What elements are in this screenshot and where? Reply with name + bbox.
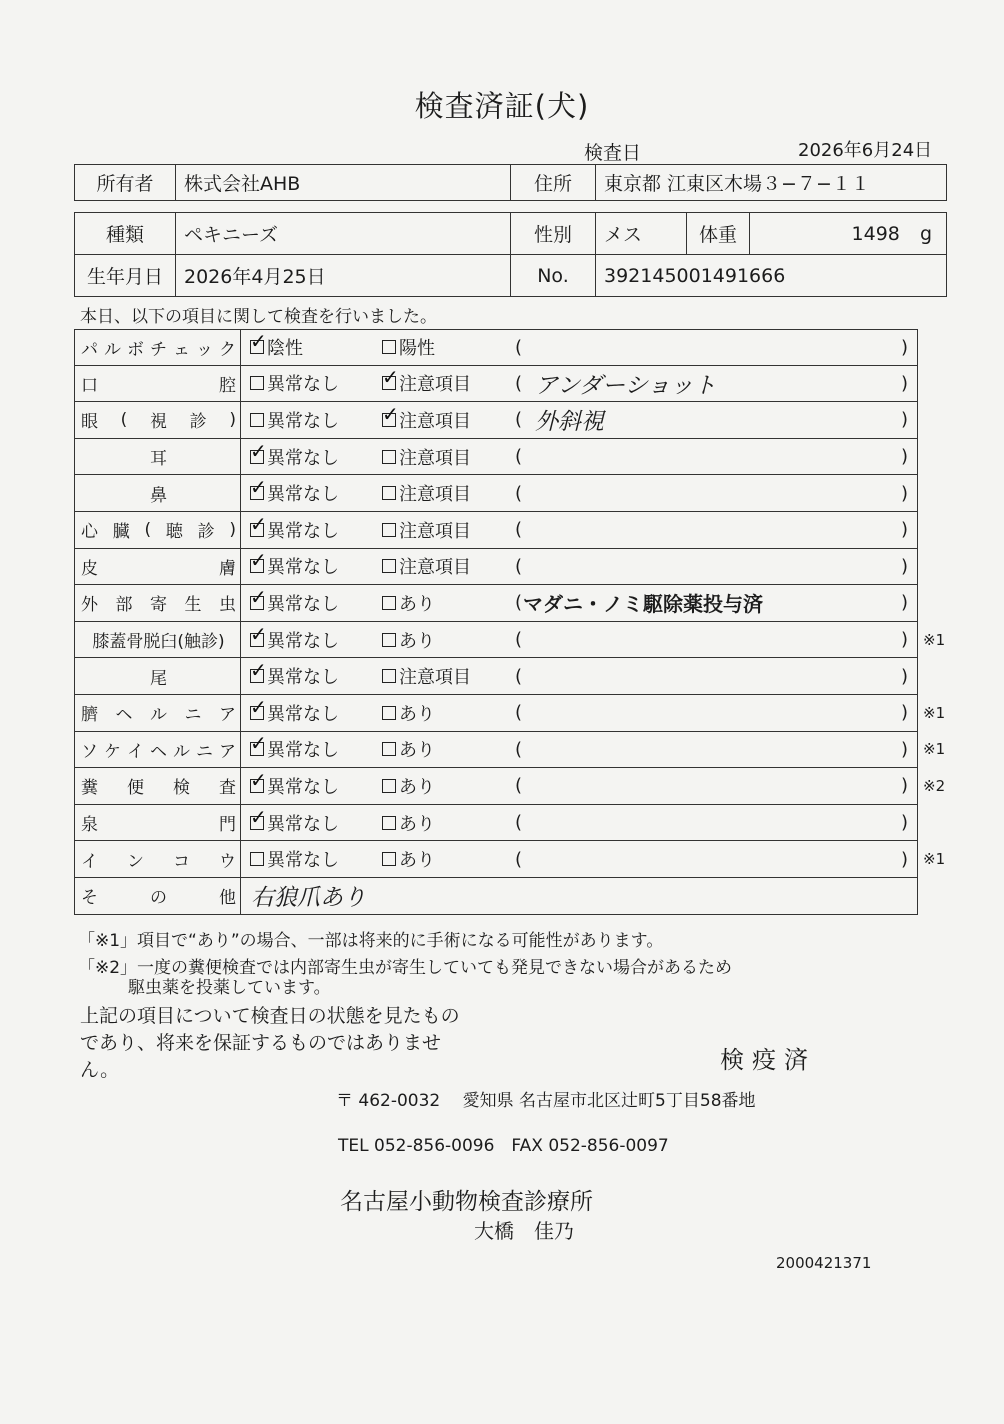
close-paren: ) [901,702,909,724]
exam-option [250,732,339,768]
open-paren: ( [515,592,523,614]
clinic-address: 〒 462-0032 愛知県 名古屋市北区辻町5丁目58番地 [336,1091,756,1111]
close-paren: ) [901,519,909,541]
checkbox[interactable] [250,779,264,793]
exam-option-label: 注意項目 [399,667,471,689]
exam-option [382,805,435,841]
exam-row [74,402,918,439]
checkbox[interactable] [250,413,264,427]
exam-item-name [75,475,241,511]
footnote-mark: ※1 [923,630,946,649]
close-paren: ) [901,555,909,577]
checkbox[interactable] [382,852,396,866]
exam-option-label: あり [399,813,435,835]
exam-item-name-char: ク [219,339,236,360]
exam-item-name [75,878,241,914]
open-paren: ( [515,812,523,834]
exam-row [74,658,918,695]
exam-option-label: 注意項目 [399,447,471,469]
exam-item-name-char: ル [104,339,121,360]
exam-option-label: あり [399,776,435,798]
intro-text: 本日、以下の項目に関して検査を行いました。 [80,307,437,327]
exam-row [74,732,946,769]
exam-option-label: 異常なし [267,374,339,396]
checkbox[interactable] [250,450,264,464]
exam-item-name-char: ボ [127,339,144,360]
exam-row [74,805,918,842]
exam-option-label: あり [399,850,435,872]
exam-option [382,695,435,731]
checkbox[interactable] [382,450,396,464]
exam-item-name-char: チ [150,339,167,360]
footnote-1: 「※1」項目で“あり”の場合、一部は将来的に手術になる可能性があります。 [78,931,664,951]
exam-item-name-char: ) [229,519,236,540]
exam-row [74,695,946,732]
exam-option [250,366,339,402]
exam-item-name-char: 視 [149,412,167,433]
exam-option-label: 異常なし [267,447,339,469]
exam-row [74,768,946,805]
exam-option [382,585,435,621]
checkbox[interactable] [382,779,396,793]
exam-item-name [75,841,241,877]
exam-item-name-char: 膝蓋骨脱臼(触診) [92,632,225,653]
exam-option-label: 注意項目 [399,410,471,432]
footnote-2: 「※2」一度の糞便検査では内部寄生虫が寄生していても発見できない場合があるため [78,958,733,978]
exam-option-label: 異常なし [267,703,339,725]
exam-date-label: 検査日 [584,142,642,164]
exam-item-name-char: 診 [197,522,215,543]
exam-item-name-char: 糞 [81,778,98,799]
checkbox[interactable] [250,742,264,756]
exam-option-label: 異常なし [267,520,339,542]
exam-option [382,549,471,585]
exam-item-name-char: ヘ [150,741,167,762]
checkbox[interactable] [250,706,264,720]
exam-option [250,585,339,621]
checkbox[interactable] [382,706,396,720]
checkbox[interactable] [382,742,396,756]
exam-item-name-char: 腔 [219,375,236,396]
open-paren: ( [515,409,523,431]
exam-option [382,402,471,438]
open-paren: ( [515,702,523,724]
close-paren: ) [901,446,909,468]
exam-row [74,622,946,659]
exam-item-name [75,658,241,694]
close-paren: ) [901,665,909,687]
checkbox[interactable] [382,633,396,647]
close-paren: ) [901,482,909,504]
exam-option-label: 異常なし [267,484,339,506]
exam-item-name-char: ッ [196,339,213,360]
checkbox[interactable] [382,340,396,354]
exam-option [382,512,471,548]
owner-table [74,164,947,201]
exam-option [250,549,339,585]
disclaimer-text: 上記の項目について検査日の状態を見たものであり、将来を保証するものではありません。 [80,1005,460,1081]
weight-cell [750,213,947,255]
exam-item-name-char: ル [173,741,190,762]
exam-option-label: 注意項目 [399,520,471,542]
exam-item-name-char: パ [81,339,98,360]
checkbox[interactable] [250,559,264,573]
open-paren: ( [515,665,523,687]
sex-value: メス [596,213,687,255]
exam-date-value: 2026年6月24日 [798,140,933,161]
exam-option [382,475,471,511]
close-paren: ) [901,738,909,760]
exam-option-label: 異常なし [267,813,339,835]
exam-option [250,768,339,804]
exam-item-name-char: 泉 [81,815,98,836]
close-paren: ) [901,592,909,614]
checkbox[interactable] [250,816,264,830]
close-paren: ) [901,812,909,834]
exam-note: マダニ・ノミ駆除薬投与済 [523,592,763,617]
exam-option [250,330,303,365]
address-label: 住所 [511,165,596,201]
exam-option [382,732,435,768]
open-paren: ( [515,372,523,394]
exam-option-label: あり [399,740,435,762]
exam-item-name-char: ヘ [115,705,133,726]
exam-item-name-char: イ [127,741,144,762]
exam-option-label: 陽性 [399,338,435,360]
exam-item-name-char: ( [120,409,128,430]
exam-option-label: あり [399,703,435,725]
exam-option [250,805,339,841]
open-paren: ( [515,775,523,797]
exam-item-name-char: 門 [219,815,236,836]
exam-option [250,402,339,438]
birth-label: 生年月日 [75,255,176,297]
serial-number: 2000421371 [776,1254,872,1272]
birth-value: 2026年4月25日 [176,255,511,297]
checkbox[interactable] [382,376,396,390]
open-paren: ( [515,848,523,870]
open-paren: ( [515,482,523,504]
checkbox[interactable] [250,669,264,683]
exam-item-name-char: 生 [184,595,202,616]
exam-item-name-char: ケ [104,741,121,762]
open-paren: ( [515,555,523,577]
exam-item-name-char: 耳 [150,449,167,470]
checkbox[interactable] [382,413,396,427]
checkbox[interactable] [250,633,264,647]
exam-option-label: 異常なし [267,557,339,579]
open-paren: ( [515,738,523,760]
exam-note: アンダーショット [535,372,717,399]
footnote-mark: ※2 [923,776,946,795]
exam-row [74,549,918,586]
exam-option [250,512,339,548]
pet-info-table [74,212,947,297]
exam-item-name-char: 便 [127,778,144,799]
exam-item-name [75,805,241,841]
document-title: 検査済証(犬) [414,89,590,123]
exam-row-other [74,878,918,915]
exam-row [74,439,918,476]
close-paren: ) [901,848,909,870]
exam-option-label: 異常なし [267,630,339,652]
exam-note: 外斜視 [535,409,604,436]
exam-option [382,768,435,804]
exam-option-label: あり [399,630,435,652]
exam-item-name-char: そ [81,888,98,909]
exam-option [382,330,435,365]
exam-item-name-char: の [150,888,167,909]
exam-item-name-char: ア [219,705,236,726]
exam-row [74,512,918,549]
exam-option [382,366,471,402]
clinic-phone: TEL 052-856-0096 FAX 052-856-0097 [338,1136,669,1156]
exam-option-label: 異常なし [267,410,339,432]
exam-option [250,695,339,731]
exam-option [250,841,339,877]
exam-item-name [75,366,241,402]
weight-unit: g [919,222,932,245]
exam-row [74,329,918,366]
exam-item-name-char: コ [173,851,190,872]
exam-item-name [75,549,241,585]
footnote-3: 駆虫薬を投薬しています。 [128,978,331,998]
exam-option-label: 異常なし [267,850,339,872]
open-paren: ( [515,629,523,651]
exam-item-name [75,402,241,438]
other-note: 右狼爪あり [251,885,366,912]
exam-item-name [75,695,241,731]
exam-item-name-char: 部 [115,595,133,616]
exam-item-name [75,330,241,365]
checkbox[interactable] [250,523,264,537]
exam-option [250,622,339,658]
exam-item-name-char: 聴 [165,522,183,543]
exam-option-label: 注意項目 [399,484,471,506]
exam-option [382,439,471,475]
exam-item-name-char: 寄 [150,595,167,616]
checkbox[interactable] [382,486,396,500]
exam-item-name-char: ( [144,519,152,540]
checkbox[interactable] [250,340,264,354]
address-value: 東京都 江東区木場３−７−１１ [596,165,947,201]
exam-item-name-char: 診 [189,412,207,433]
exam-item-name-char: 眼 [81,412,98,433]
exam-option [250,439,339,475]
exam-item-name-char: 鼻 [150,485,167,506]
exam-item-name-char: ウ [219,851,236,872]
no-value: 392145001491666 [596,255,947,297]
weight-label: 体重 [687,213,750,255]
close-paren: ) [901,336,909,358]
exam-table [74,329,946,915]
exam-item-name-char: 心 [81,522,98,543]
exam-option-label: 注意項目 [399,557,471,579]
footnote-mark: ※1 [923,850,946,869]
open-paren: ( [515,446,523,468]
open-paren: ( [515,519,523,541]
exam-option-label: 異常なし [267,776,339,798]
exam-item-name-char: 査 [219,778,236,799]
exam-item-name-char: 膚 [219,558,236,579]
exam-option [250,475,339,511]
close-paren: ) [901,372,909,394]
exam-item-name [75,732,241,768]
exam-item-name [75,512,241,548]
checkbox[interactable] [250,596,264,610]
exam-option-label: あり [399,593,435,615]
exam-item-name-char: 臓 [112,522,130,543]
exam-row [74,585,918,622]
exam-item-name-char: ニ [196,741,213,762]
exam-item-name-char: ) [229,409,236,430]
exam-option-label: 異常なし [267,667,339,689]
exam-item-name-char: 臍 [81,705,98,726]
close-paren: ) [901,409,909,431]
checkbox[interactable] [250,852,264,866]
exam-item-name [75,439,241,475]
exam-row [74,475,918,512]
checkbox[interactable] [250,486,264,500]
exam-item-name-char: 外 [81,595,98,616]
exam-row [74,841,946,878]
exam-option-label: 注意項目 [399,374,471,396]
checkbox[interactable] [382,559,396,573]
close-paren: ) [901,629,909,651]
exam-item-name-char: 虫 [219,595,236,616]
weight-value: 1498 [851,222,900,245]
exam-option-label: 陰性 [267,338,303,360]
footnote-mark: ※1 [923,740,946,759]
exam-row [74,366,918,403]
exam-item-name-char: イ [81,851,98,872]
exam-item-name-char: 皮 [81,558,98,579]
clinic-name: 名古屋小動物検査診療所 [340,1189,593,1215]
owner-label: 所有者 [75,165,176,201]
checkbox[interactable] [250,376,264,390]
no-label: No. [511,255,596,297]
exam-option [382,658,471,694]
exam-item-name [75,585,241,621]
exam-item-name-char: 検 [173,778,190,799]
checkbox[interactable] [382,816,396,830]
exam-option [250,658,339,694]
owner-value: 株式会社AHB [176,165,511,201]
close-paren: ) [901,775,909,797]
checkbox[interactable] [382,669,396,683]
exam-item-name-char: ン [127,851,144,872]
exam-item-name-char: 尾 [150,668,167,689]
breed-value: ペキニーズ [176,213,511,255]
exam-option-label: 異常なし [267,740,339,762]
exam-item-name [75,768,241,804]
exam-item-name-char: ニ [184,705,202,726]
exam-option-label: 異常なし [267,593,339,615]
breed-label: 種類 [75,213,176,255]
exam-option [382,841,435,877]
exam-item-name-char: 他 [219,888,236,909]
exam-item-name-char: 口 [81,375,98,396]
sex-label: 性別 [511,213,596,255]
footnote-mark: ※1 [923,703,946,722]
exam-item-name-char: ア [219,741,236,762]
doctor-name: 大橋 佳乃 [474,1219,574,1243]
exam-item-name-char: ソ [81,741,98,762]
open-paren: ( [515,336,523,358]
quarantine-stamp: 検疫済 [720,1046,816,1074]
exam-item-name-char: ェ [173,339,190,360]
checkbox[interactable] [382,523,396,537]
exam-item-name [75,622,241,658]
exam-item-name-char: ル [150,705,167,726]
exam-option [382,622,435,658]
checkbox[interactable] [382,596,396,610]
